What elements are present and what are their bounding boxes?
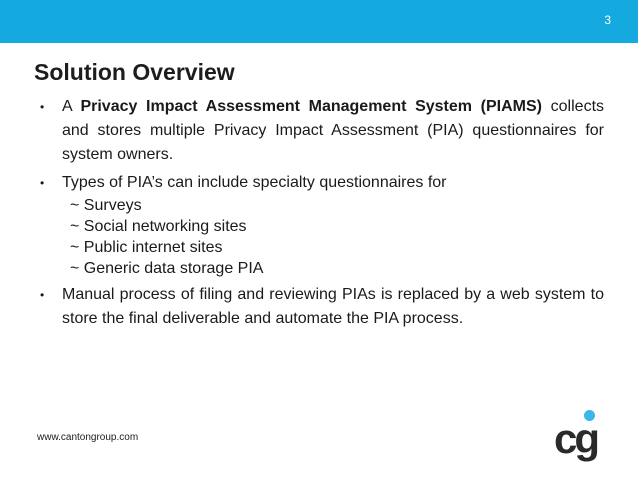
bullet-icon: • [40,176,45,190]
bullet-icon: • [40,288,45,302]
slide-title: Solution Overview [34,59,235,85]
bullet-list [38,95,604,335]
bullet-text: Types of PIA’s can include specialty questionnaires for [62,174,447,191]
bullet-item-manual-process [38,283,604,331]
logo-text: cg [554,415,598,462]
page-number: 3 [604,13,611,27]
bullet-icon: • [40,100,45,114]
header-bar [0,0,638,43]
sub-item-social-networking: ~ Social networking sites [70,218,247,235]
bullet-item-pia-types [38,171,604,279]
footer-url: www.cantongroup.com [37,432,139,443]
bullet-text [62,95,604,167]
bullet-rest-text: collects and stores multiple Privacy Impact Assessment (PIA) questionnaires for system owners. [62,98,605,163]
bullet-prefix: A [62,98,81,115]
sub-item-public-internet: ~ Public internet sites [70,239,223,256]
sub-item-surveys: ~ Surveys [70,197,142,214]
bullet-bold-text: Privacy Impact Assessment Management System (PIAMS) [80,98,542,115]
sub-item-generic-data-storage: ~ Generic data storage PIA [70,260,264,277]
cg-logo [554,410,606,468]
bullet-text: Manual process of filing and reviewing PIAs is replaced by a web system to store the final deliverable and automate the PIA process. [62,286,604,327]
sub-list [62,195,604,279]
bullet-item-piams [38,95,604,167]
